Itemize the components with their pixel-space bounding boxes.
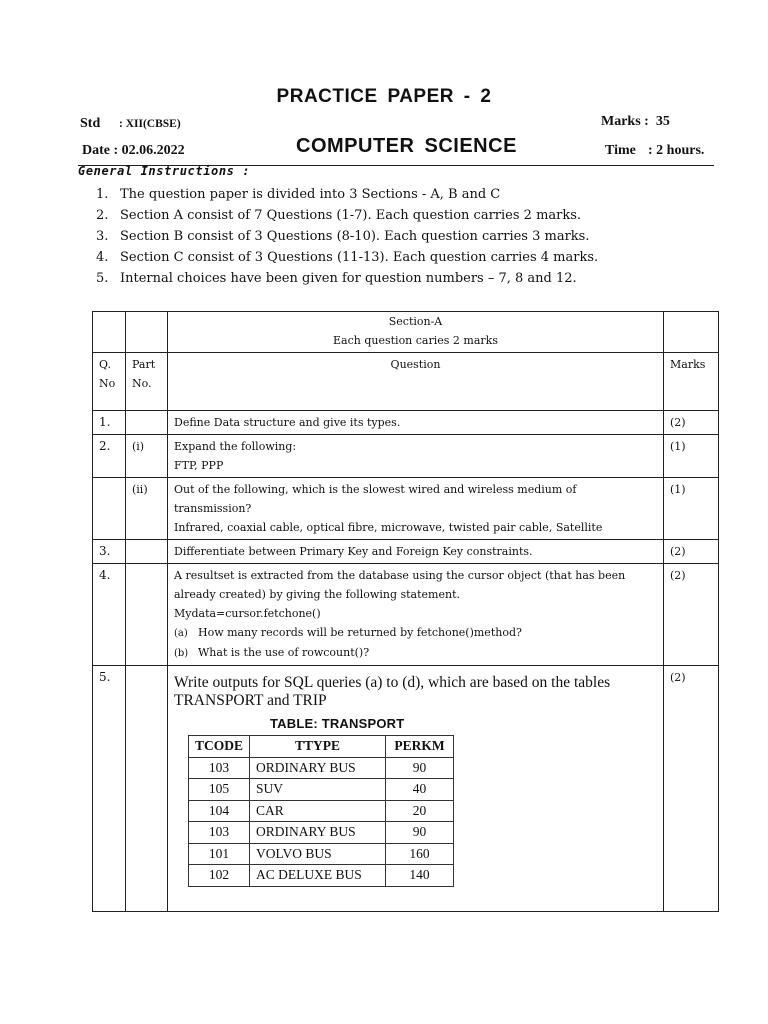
col-qno-header: Q. No xyxy=(93,353,126,411)
question-table xyxy=(92,311,719,912)
question-text: Define Data structure and give its types. xyxy=(168,411,664,435)
instructions-heading: General Instructions : xyxy=(78,164,251,178)
column-header-row xyxy=(93,353,719,411)
section-title: Section-A xyxy=(388,315,443,328)
transport-table-title: TABLE: TRANSPORT xyxy=(270,716,405,731)
table-row xyxy=(93,564,719,666)
question-text: Expand the following: FTP, PPP xyxy=(168,435,664,478)
transport-table xyxy=(188,735,454,887)
instruction-item: 3. Section B consist of 3 Questions (8-10). Each question carries 3 marks. xyxy=(96,229,590,244)
table-row xyxy=(93,435,719,478)
question-text: Out of the following, which is the slowest wired and wireless medium of transmission? Infrared, coaxial cable, optical fibre, microwave, twisted pair cable, Satellite xyxy=(168,478,664,540)
time-value: : 2 hours. xyxy=(648,143,705,158)
table-row xyxy=(93,411,719,435)
part-number: (i) xyxy=(126,435,168,478)
question-text: A resultset is extracted from the database using the cursor object (that has been already created) by giving the following statement. Mydata=cursor.fetchone() (a) How many records will be returned by fetchone()method? (b) What is the use of rowcount()? xyxy=(168,564,664,666)
col-question-header: Question xyxy=(168,353,664,411)
question-marks: (2) xyxy=(664,540,719,564)
transport-row: 102 AC DELUXE BUS 140 xyxy=(189,865,454,887)
transport-row: 101 VOLVO BUS 160 xyxy=(189,843,454,865)
question-number: 5. xyxy=(93,666,126,912)
question-marks: (2) xyxy=(664,564,719,666)
question-marks: (2) xyxy=(664,411,719,435)
std-value: : XII(CBSE) xyxy=(119,118,181,130)
question-number: 1. xyxy=(93,411,126,435)
time-label: Time xyxy=(605,143,636,158)
question-text: Differentiate between Primary Key and Foreign Key constraints. xyxy=(168,540,664,564)
instruction-item: 4. Section C consist of 3 Questions (11-13). Each question carries 4 marks. xyxy=(96,250,599,265)
instruction-item: 2. Section A consist of 7 Questions (1-7). Each question carries 2 marks. xyxy=(96,208,582,223)
paper-title: PRACTICE PAPER - 2 xyxy=(276,86,492,107)
question-text: Write outputs for SQL queries (a) to (d), which are based on the tables TRANSPORT and TRIP TABLE: TRANSPORT TCODE TTYPE PERKM 103 ORDINARY BUS 90 105 SUV 40 104 CAR 20 103 ORDINARY BUS 90 101 VOLVO BUS 160 102 AC DELUXE BUS 140 xyxy=(168,666,664,912)
instruction-item: 5. Internal choices have been given for question numbers – 7, 8 and 12. xyxy=(96,271,577,286)
subject-title: COMPUTER SCIENCE xyxy=(296,135,517,157)
part-number: (ii) xyxy=(126,478,168,540)
section-header-row xyxy=(93,312,719,353)
std-label: Std xyxy=(80,116,101,131)
transport-row: 105 SUV 40 xyxy=(189,779,454,801)
transport-header-row: TCODE TTYPE PERKM xyxy=(189,736,454,758)
col-part-header: Part No. xyxy=(126,353,168,411)
question-marks: (1) xyxy=(664,478,719,540)
question-marks: (2) xyxy=(664,666,719,912)
section-subtitle: Each question caries 2 marks xyxy=(333,334,498,347)
question-number: 3. xyxy=(93,540,126,564)
instruction-item: 1. The question paper is divided into 3 Sections - A, B and C xyxy=(96,187,501,202)
transport-row: 103 ORDINARY BUS 90 xyxy=(189,757,454,779)
transport-row: 104 CAR 20 xyxy=(189,800,454,822)
question-number: 4. xyxy=(93,564,126,666)
transport-row: 103 ORDINARY BUS 90 xyxy=(189,822,454,844)
instructions-list xyxy=(96,184,598,289)
question-marks: (1) xyxy=(664,435,719,478)
exam-date: Date : 02.06.2022 xyxy=(82,143,185,158)
question-number: 2. xyxy=(93,435,126,478)
col-marks-header: Marks xyxy=(664,353,719,411)
table-row xyxy=(93,666,719,912)
table-row xyxy=(93,478,719,540)
table-row xyxy=(93,540,719,564)
marks-total: Marks : 35 xyxy=(601,114,670,129)
